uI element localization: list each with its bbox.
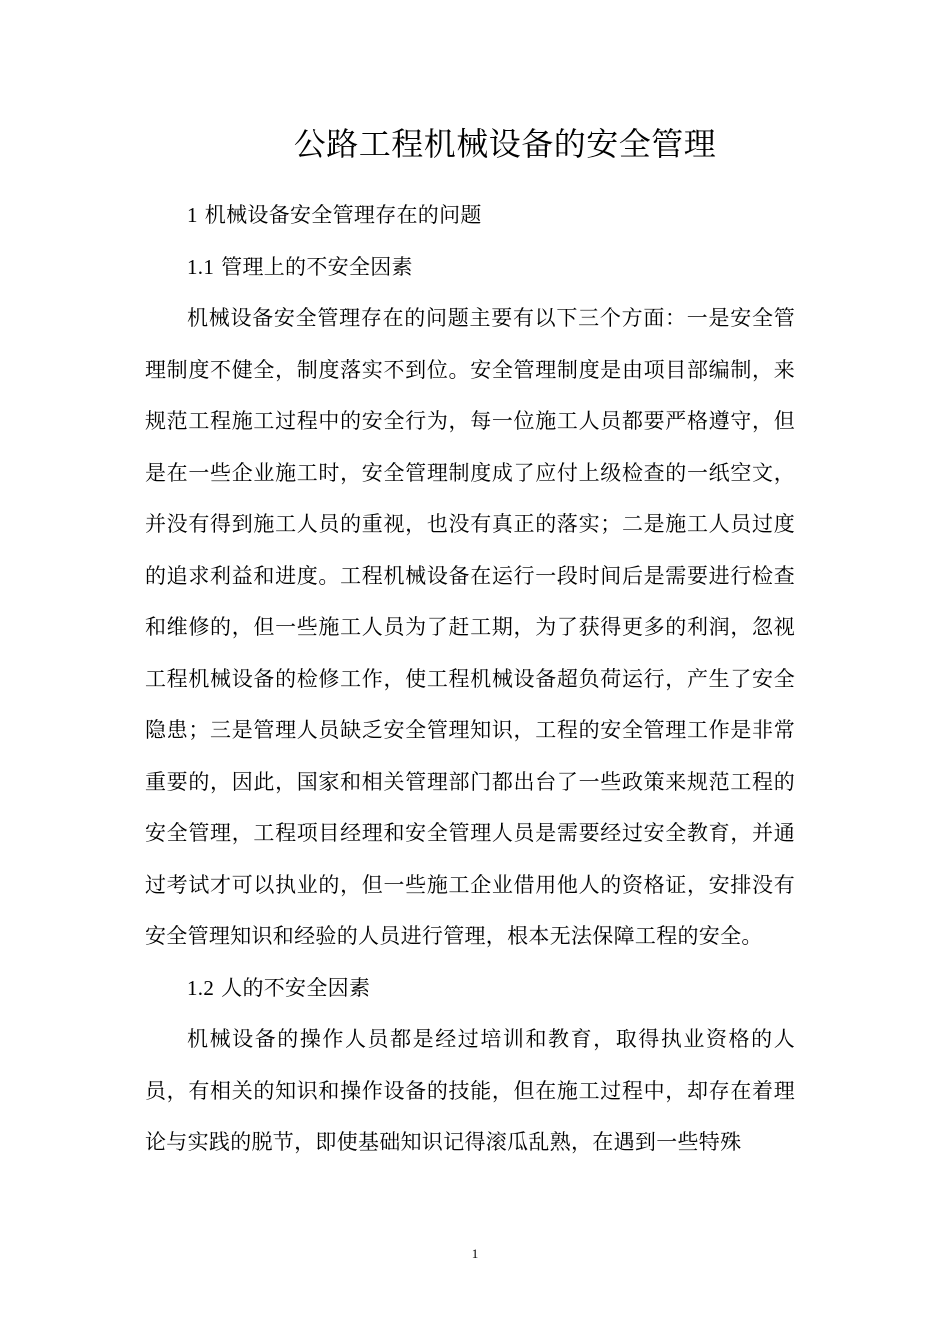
body-paragraph: 机械设备安全管理存在的问题主要有以下三个方面：一是安全管理制度不健全，制度落实不到位。安全管理制度是由项目部编制，来规范工程施工过程中的安全行为，每一位施工人员都要严格遵守，但是在一些企业施工时，安全管理制度成了应付上级检查的一纸空文，并没有得到施工人员的重视，也没有真正的落实；二是施工人员过度的追求利益和进度。工程机械设备在运行一段时间后是需要进行检查和维修的，但一些施工人员为了赶工期，为了获得更多的利润，忽视工程机械设备的检修工作，使工程机械设备超负荷运行，产生了安全隐患；三是管理人员缺乏安全管理知识，工程的安全管理工作是非常重要的，因此，国家和相关管理部门都出台了一些政策来规范工程的安全管理，工程项目经理和安全管理人员是需要经过安全教育，并通过考试才可以执业的，但一些施工企业借用他人的资格证，安排没有安全管理知识和经验的人员进行管理，根本无法保障工程的安全。 <box>145 306 795 948</box>
page-number: 1 <box>471 1246 479 1261</box>
document-body <box>145 190 795 1169</box>
section-heading-1-2 <box>145 963 795 1015</box>
section-number: 1 <box>187 203 198 227</box>
section-number: 1.1 <box>187 254 215 279</box>
section-title: 管理上的不安全因素 <box>221 254 413 279</box>
section-number: 1.2 <box>187 975 215 1000</box>
section-title: 人的不安全因素 <box>221 975 371 1000</box>
section-heading-1-1 <box>145 242 795 294</box>
section-title: 机械设备安全管理存在的问题 <box>204 203 482 227</box>
body-paragraph: 机械设备的操作人员都是经过培训和教育，取得执业资格的人员，有相关的知识和操作设备的技能，但在施工过程中，却存在着理论与实践的脱节，即使基础知识记得滚瓜乱熟，在遇到一些特殊 <box>145 1027 795 1154</box>
document-title: 公路工程机械设备的安全管理 <box>293 125 717 163</box>
section-heading-1 <box>145 190 795 242</box>
